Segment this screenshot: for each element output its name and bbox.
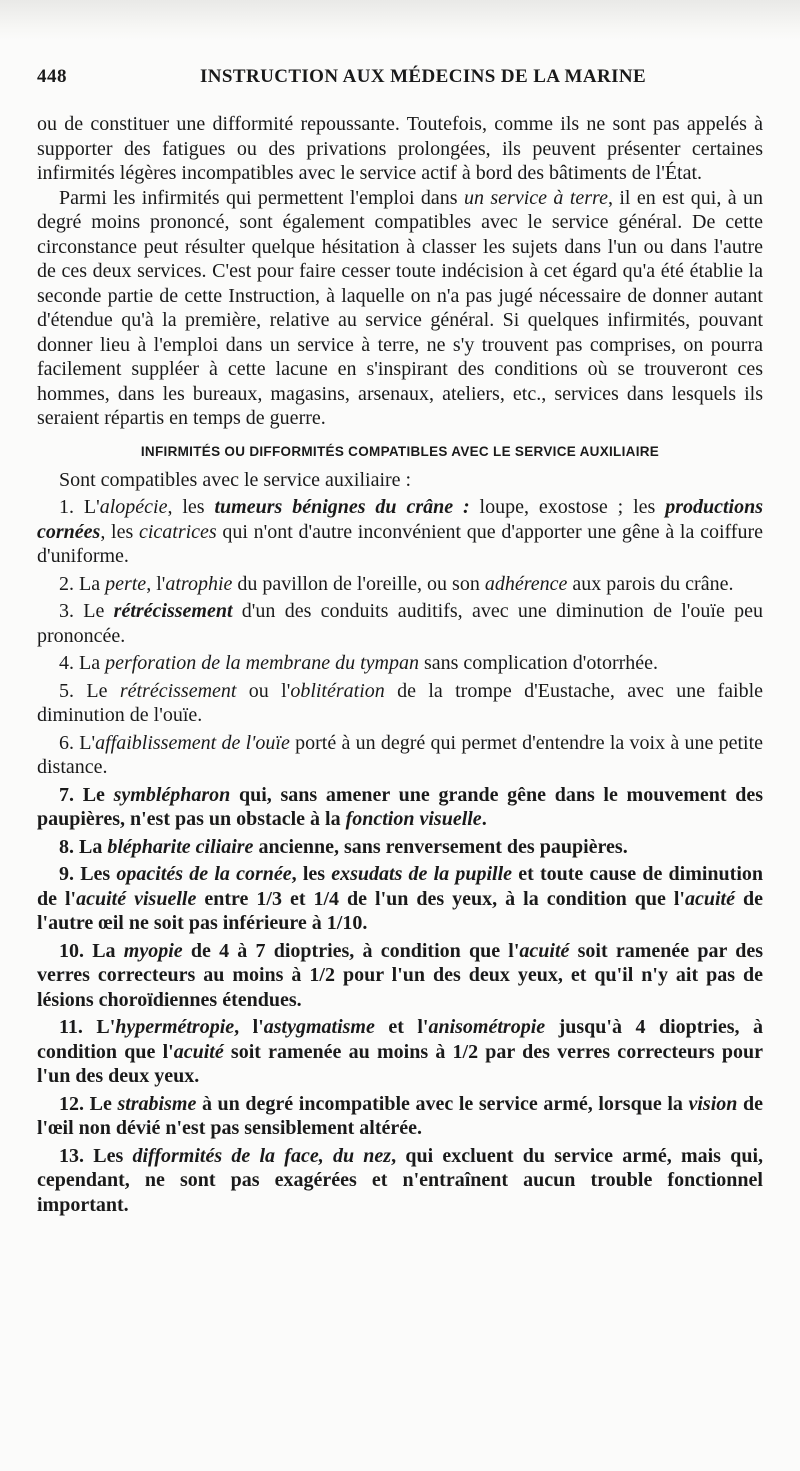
item-term: cicatrices (138, 520, 217, 543)
item-text: , les (167, 496, 215, 518)
emphasis-text: un service à terre (464, 186, 608, 209)
item-text: La (92, 939, 124, 962)
item-term: perforation de la membrane du tympan (105, 652, 419, 674)
item-text: d'un des conduits auditifs, avec une diminution de l'ouïe peu prononcée. (37, 600, 763, 647)
item-text: à un degré incompatible avec le service armé, lorsque la (196, 1092, 689, 1115)
item-text: jusqu'à 4 dioptries, à condition que l' (37, 1016, 763, 1063)
item-text: L' (79, 731, 96, 754)
item-number: 3. (59, 600, 84, 622)
item-number: 8. (59, 835, 79, 858)
section-heading: INFIRMITÉS OU DIFFORMITÉS COMPATIBLES AVEC LE SERVICE AUXILIAIRE (140, 443, 660, 459)
item-text: Le (83, 600, 114, 622)
item-text: et toute cause de diminution de l' (37, 863, 764, 910)
list-item-11 (37, 1015, 763, 1089)
item-term: rétrécissement (113, 600, 233, 622)
item-text: de l'autre œil ne soit pas inférieure à 1/10. (37, 887, 763, 934)
item-term: acuité visuelle (76, 887, 197, 910)
item-text: , qui excluent du service armé, mais qui, cependant, ne sont pas exagérées et n'entraînent aucun trouble fonctionnel important. (37, 1144, 763, 1216)
page-number: 448 (37, 66, 67, 87)
item-term: oblitération (290, 679, 385, 702)
item-term: strabisme (117, 1092, 197, 1115)
item-text: La (79, 835, 108, 858)
item-term: anisométropie (428, 1016, 546, 1038)
item-text: L' (83, 496, 100, 518)
item-term: alopécie (99, 496, 168, 518)
paragraph-service-a-terre (37, 186, 763, 431)
item-number: 5. (59, 679, 87, 702)
item-term: acuité (173, 1040, 224, 1063)
list-item-1 (37, 495, 763, 569)
item-text: L' (96, 1016, 116, 1038)
section-intro: Sont compatibles avec le service auxiliaire : (59, 468, 412, 491)
list-item-5 (37, 679, 763, 728)
item-term: rétrécissement (119, 679, 237, 702)
item-text: loupe, exostose ; les (469, 496, 666, 518)
item-text: , l' (146, 572, 166, 595)
item-term: blépharite ciliaire (107, 835, 254, 858)
page-header (37, 66, 763, 92)
item-text: de l'œil non dévié n'est pas sensiblement altérée. (37, 1092, 763, 1139)
item-text: La (79, 572, 106, 595)
item-term: difformités de la face, du nez (132, 1144, 392, 1167)
item-text: Le (89, 1092, 118, 1115)
item-text: ou l' (236, 679, 291, 702)
item-text: Les (80, 863, 117, 885)
item-number: 11. (59, 1016, 97, 1038)
item-term: affaiblissement de l'ouïe (95, 731, 290, 754)
item-number: 10. (59, 939, 93, 962)
item-number: 7. (59, 783, 83, 806)
scan-edge-shadow (0, 0, 800, 40)
item-number: 12. (59, 1092, 90, 1115)
item-term: symblépharon (113, 783, 231, 806)
item-text: ancienne, sans renversement des paupières. (253, 835, 628, 858)
item-term: perte (105, 572, 147, 595)
item-number: 9. (59, 863, 81, 885)
item-term: myopie (123, 939, 183, 962)
item-text: de 4 à 7 dioptries, à condition que l' (182, 939, 520, 962)
running-title: INSTRUCTION AUX MÉDECINS DE LA MARINE (200, 66, 647, 87)
paragraph-continuation: ou de constituer une difformité repoussante. Toutefois, comme ils ne sont pas appelés à supporter des fatigues ou des privations prolongées, ils peuvent présenter certaines infirmités légères incompatibles avec le service actif à bord des bâtiments de l'État. (37, 113, 763, 184)
item-text: Le (82, 783, 114, 806)
list-item-13 (37, 1144, 763, 1218)
item-term: vision (688, 1092, 738, 1115)
list-item-9 (37, 862, 763, 936)
item-term: hypermétropie (115, 1016, 235, 1038)
list-item-4 (37, 651, 763, 676)
item-text: Les (93, 1144, 133, 1167)
paragraph-text: Parmi les infirmités qui permettent l'emploi dans (59, 186, 464, 209)
list-item-12 (37, 1092, 763, 1141)
item-text: soit ramenée au moins à 1/2 par des verres correcteurs pour l'un des deux yeux. (37, 1040, 763, 1087)
item-number: 2. (59, 572, 79, 595)
item-number: 1. (59, 496, 84, 518)
list-item-7 (37, 783, 763, 832)
list-item-3 (37, 599, 763, 648)
item-number: 6. (59, 731, 80, 754)
item-text: sans complication d'otorrhée. (418, 652, 659, 674)
item-text: et l' (374, 1016, 429, 1038)
item-term: astygmatisme (263, 1016, 375, 1038)
list-item-8 (37, 835, 763, 860)
item-text: , les (291, 863, 332, 885)
item-text: qui n'ont d'autre inconvénient que d'apporter une gêne à la coiffure d'uniforme. (37, 520, 763, 567)
item-text: aux parois du crâne. (567, 572, 734, 595)
item-text: , l' (234, 1016, 264, 1038)
item-term: atrophie (165, 572, 233, 595)
item-term: productions cornées (37, 496, 764, 543)
item-text: qui, sans amener une grande gêne dans le mouvement des paupières, n'est pas un obstacle à la (37, 783, 764, 830)
item-term: tumeurs bénignes du crâne : (214, 496, 470, 518)
item-number: 4. (59, 652, 79, 674)
item-term: fonction visuelle (345, 808, 482, 830)
item-text: entre 1/3 et 1/4 de l'un des yeux, à la condition que l' (196, 887, 685, 910)
item-text: Le (86, 679, 120, 702)
list-item-2 (37, 572, 763, 597)
item-text: de la trompe d'Eustache, avec une faible diminution de l'ouïe. (37, 679, 763, 726)
list-item-10 (37, 939, 763, 1013)
item-term: acuité (685, 887, 735, 910)
item-text: soit ramenée par des verres correcteurs au moins à 1/2 pour l'un des deux yeux, et qu'il n'y ait pas de lésions choroïdiennes étendues. (37, 939, 764, 1011)
item-term: opacités de la cornée (116, 863, 292, 885)
paragraph-text: , il en est qui, à un degré moins prononcé, sont également compatibles avec le service général. De cette circonstance peut résulter quelque hésitation à classer les sujets dans l'un ou dans l'autre de ces deux services. C'est pour faire cesser toute indécision à cet égard qu'a été établie la seconde partie de cette Instruction, à laquelle on n'a pas jugé nécessaire de donner autant d'étendue qu'à la première, relative au service général. Si quelques infirmités, pouvant donner lieu à l'emploi dans un service à terre, ne s'y trouvent pas comprises, on pourra facilement suppléer à cette lacune en s'inspirant des conditions où se trouveront ces hommes, dans les bureaux, magasins, arsenaux, ateliers, etc., services dans lesquels ils seraient répartis en temps de guerre. (37, 186, 764, 429)
list-item-6 (37, 731, 763, 780)
page-body (37, 112, 763, 1217)
item-text: . (481, 808, 487, 830)
item-text: , les (100, 520, 139, 543)
item-term: acuité (519, 939, 570, 962)
item-text: La (79, 652, 106, 674)
item-number: 13. (59, 1144, 94, 1167)
item-term: adhérence (484, 572, 568, 595)
item-text: porté à un degré qui permet d'entendre la voix à une petite distance. (37, 731, 764, 778)
item-term: exsudats de la pupille (331, 863, 513, 885)
item-text: du pavillon de l'oreille, ou son (232, 572, 485, 595)
